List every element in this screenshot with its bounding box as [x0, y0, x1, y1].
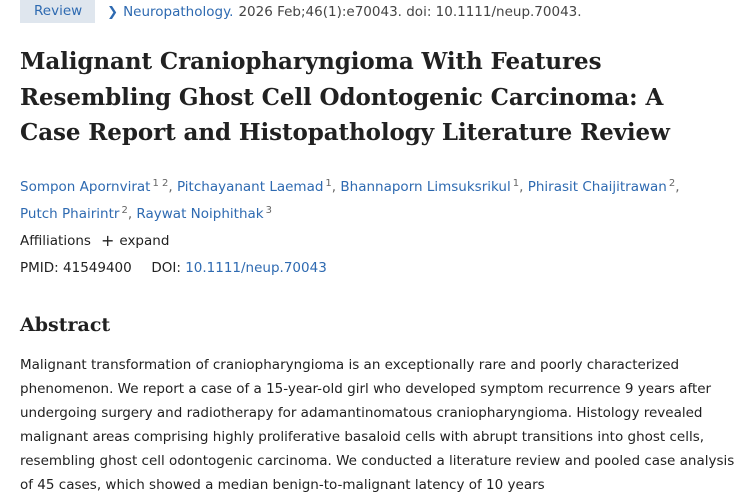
- affiliation-ref[interactable]: 3: [265, 205, 272, 216]
- pmid-label: PMID:: [20, 260, 59, 276]
- publication-type-badge: Review: [20, 0, 95, 23]
- article-header-bar: [20, 0, 582, 24]
- author-link[interactable]: Putch Phairintr $^2$: [20, 205, 128, 222]
- journal-link[interactable]: Neuropathology.: [123, 4, 234, 20]
- expand-label: expand: [119, 233, 170, 249]
- journal-citation: [107, 4, 581, 20]
- doi-link[interactable]: 10.1111/neup.70043: [185, 260, 327, 276]
- expand-affiliations-button[interactable]: [101, 233, 169, 249]
- author-link[interactable]: Pitchayanant Laemad $^1$: [176, 178, 332, 195]
- plus-icon: +: [100, 231, 115, 250]
- author-link[interactable]: Sompon Apornvirat $^{1 2}$: [20, 178, 169, 195]
- affiliation-ref[interactable]: 1: [512, 178, 520, 189]
- article-title: Malignant Craniopharyngioma With Features Resembling Ghost Cell Odontogenic Carcinoma: A Case Report and Histopathology Literature Review: [20, 48, 670, 146]
- affiliation-ref[interactable]: 1: [325, 178, 332, 189]
- author-link[interactable]: Raywat Noiphithak $^3$: [136, 205, 272, 222]
- affiliation-ref[interactable]: 2: [668, 178, 676, 189]
- citation-text: 2026 Feb;46(1):e70043. doi: 10.1111/neup.70043.: [238, 4, 582, 20]
- affiliation-ref[interactable]: 2: [121, 205, 128, 216]
- identifiers-row: [20, 260, 327, 276]
- affiliations-row: [20, 233, 169, 249]
- author-link[interactable]: Phirasit Chaijitrawan $^2$: [527, 178, 676, 195]
- abstract-heading: Abstract: [20, 314, 111, 336]
- abstract-text: Malignant transformation of craniopharyngioma is an exceptionally rare and poorly characterized phenomenon. We report a case of a 15-year-old girl who developed symptom recurrence 9 years after undergoing surgery and radiotherapy for adamantinomatous craniopharyngioma. Histology revealed malignant areas comprising highly proliferative basaloid cells with abrupt transitions into ghost cells, resembling ghost cell odontogenic carcinoma. We conducted a literature review and pooled case analysis of 45 cases, which showed a median benign-to-malignant latency of 10 years: [20, 357, 735, 493]
- pmid-value: 41549400: [63, 260, 132, 276]
- author-link[interactable]: Bhannaporn Limsuksrikul $^1$: [340, 178, 520, 195]
- author-list: Sompon Apornvirat $^{1 2}$, Pitchayanant Laemad $^1$, Bhannaporn Limsuksrikul $^1$, Phirasit Chaijitrawan $^2$, Putch Phairintr $^2$, Raywat Noiphithak $^3$: [20, 178, 680, 222]
- chevron-right-icon: ❯: [107, 4, 119, 20]
- affiliations-label: Affiliations: [20, 233, 91, 249]
- affiliation-ref[interactable]: 1 2: [152, 178, 169, 189]
- doi-label: DOI:: [151, 260, 181, 276]
